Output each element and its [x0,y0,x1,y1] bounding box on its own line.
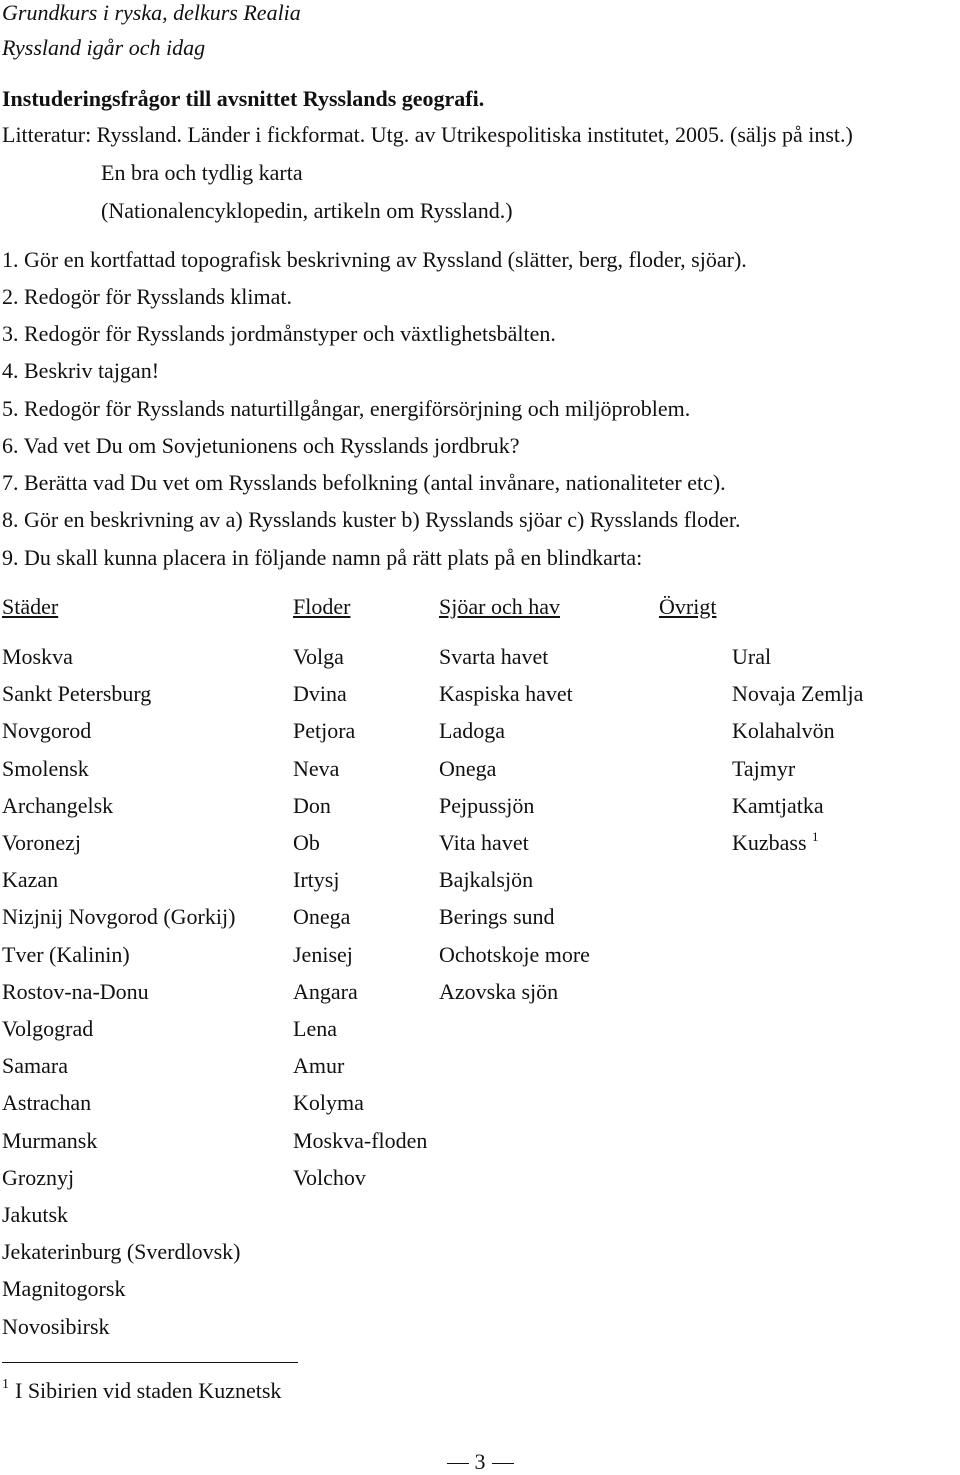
other-cell-text: Novaja Zemlja [732,681,864,706]
river-cell [293,681,347,707]
lake-sea-cell-text: Svarta havet [439,644,549,669]
lake-sea-cell [439,793,534,819]
other-cell-text: Kolahalvön [732,718,835,743]
city-cell-text: Sankt Petersburg [2,681,152,706]
city-cell [2,681,151,707]
lake-sea-cell [439,979,558,1005]
city-cell [2,1016,93,1042]
city-cell [2,1202,68,1228]
city-cell [2,867,58,893]
city-cell-text: Samara [2,1053,68,1078]
river-cell [293,1053,344,1079]
literature-line: Litteratur: Ryssland. Länder i fickformat. Utg. av Utrikespolitiska institutet, 2005. (säljs på inst.) [2,122,853,147]
lake-sea-cell [439,942,590,968]
city-cell [2,644,73,670]
river-cell [293,1128,427,1154]
question-item: 4. Beskriv tajgan! [2,358,160,383]
river-cell [293,1165,366,1191]
city-cell [2,1314,110,1340]
river-cell-text: Jenisej [293,942,353,967]
city-cell [2,904,235,930]
other-cell [732,756,795,782]
literature-source: (Nationalencyklopedin, artikeln om Ryssland.) [101,198,513,223]
city-cell-text: Novosibirsk [2,1314,110,1339]
course-title: Grundkurs i ryska, delkurs Realia [2,0,301,25]
course-subtitle: Ryssland igår och idag [2,35,206,60]
river-cell [293,644,344,670]
lake-sea-cell [439,867,533,893]
city-cell-text: Groznyj [2,1165,75,1190]
city-cell [2,1276,125,1302]
river-cell-text: Lena [293,1016,337,1041]
river-cell [293,979,358,1005]
page-number-value: 3 [474,1449,486,1474]
city-cell-text: Rostov-na-Donu [2,979,149,1004]
other-cell-text: Tajmyr [732,756,796,781]
question-item: 7. Berätta vad Du vet om Rysslands befolkning (antal invånare, nationaliteter etc). [2,470,726,495]
page-number-dash-right [492,1463,514,1464]
city-cell [2,718,91,744]
lake-sea-cell-text: Onega [439,756,497,781]
question-item: 8. Gör en beskrivning av a) Rysslands kuster b) Rysslands sjöar c) Rysslands floder. [2,507,741,532]
lake-sea-cell [439,756,496,782]
river-cell [293,793,331,819]
lake-sea-cell-text: Ladoga [439,718,505,743]
other-cell [732,718,835,744]
city-cell-text: Magnitogorsk [2,1276,126,1301]
other-cell-text: Kamtjatka [732,793,824,818]
river-cell [293,867,339,893]
lake-sea-cell-text: Azovska sjön [439,979,559,1004]
city-cell-text: Novgorod [2,718,92,743]
city-cell [2,1128,97,1154]
page-title: Instuderingsfrågor till avsnittet Rysslands geografi. [2,86,485,111]
other-cell [732,830,819,856]
river-cell-text: Onega [293,904,351,929]
city-cell [2,793,113,819]
city-cell-text: Murmansk [2,1128,98,1153]
city-cell-text: Archangelsk [2,793,114,818]
city-cell [2,830,81,856]
river-cell [293,942,353,968]
city-cell-text: Nizjnij Novgorod (Gorkij) [2,904,236,929]
city-cell [2,1090,91,1116]
river-cell-text: Neva [293,756,340,781]
city-cell-text: Smolensk [2,756,89,781]
header-cities: Städer [2,594,59,619]
other-cell-text: Kuzbass [732,830,807,855]
river-cell [293,1090,364,1116]
river-cell-text: Moskva-floden [293,1128,428,1153]
footnote [2,1378,281,1404]
city-cell [2,756,89,782]
city-cell [2,1239,241,1265]
other-cell-text: Ural [732,644,772,669]
river-cell-text: Angara [293,979,358,1004]
other-cell [732,644,771,670]
footnote-text: I Sibirien vid staden Kuznetsk [15,1378,282,1403]
city-cell-text: Moskva [2,644,73,669]
lake-sea-cell-text: Vita havet [439,830,529,855]
river-cell-text: Dvina [293,681,347,706]
river-cell-text: Kolyma [293,1090,364,1115]
lake-sea-cell [439,681,573,707]
question-item: 3. Redogör för Rysslands jordmånstyper och växtlighetsbälten. [2,321,556,346]
river-cell-text: Irtysj [293,867,340,892]
lake-sea-cell [439,718,505,744]
literature-map-note: En bra och tydlig karta [101,160,303,185]
city-cell [2,979,149,1005]
river-cell [293,718,355,744]
footnote-mark: 1 [2,1377,9,1392]
river-cell-text: Amur [293,1053,345,1078]
river-cell-text: Petjora [293,718,356,743]
river-cell-text: Ob [293,830,320,855]
header-other: Övrigt [659,594,717,619]
lake-sea-cell-text: Pejpussjön [439,793,535,818]
city-cell [2,1053,68,1079]
page-number [0,1449,960,1475]
river-cell [293,756,339,782]
river-cell [293,1016,337,1042]
footnote-divider [2,1362,298,1363]
city-cell-text: Jekaterinburg (Sverdlovsk) [2,1239,241,1264]
city-cell-text: Jakutsk [2,1202,68,1227]
header-rivers: Floder [293,594,351,619]
other-cell [732,793,824,819]
question-item: 6. Vad vet Du om Sovjetunionens och Rysslands jordbruk? [2,433,520,458]
city-cell-text: Volgograd [2,1016,94,1041]
question-item: 5. Redogör för Rysslands naturtillgångar, energiförsörjning och miljöproblem. [2,396,691,421]
city-cell-text: Astrachan [2,1090,92,1115]
city-cell [2,1165,74,1191]
lake-sea-cell [439,904,555,930]
lake-sea-cell [439,644,548,670]
question-item: 1. Gör en kortfattad topografisk beskrivning av Ryssland (slätter, berg, floder, sjöar). [2,247,747,272]
river-cell-text: Volchov [293,1165,366,1190]
lake-sea-cell-text: Bajkalsjön [439,867,534,892]
question-item: 2. Redogör för Rysslands klimat. [2,284,292,309]
city-cell-text: Voronezj [2,830,82,855]
lake-sea-cell-text: Berings sund [439,904,555,929]
river-cell-text: Don [293,793,331,818]
lake-sea-cell-text: Kaspiska havet [439,681,573,706]
city-cell-text: Tver (Kalinin) [2,942,130,967]
question-item: 9. Du skall kunna placera in följande namn på rätt plats på en blindkarta: [2,545,643,570]
footnote-reference: 1 [812,829,819,844]
river-cell [293,904,350,930]
river-cell [293,830,320,856]
page-number-dash-left [447,1463,469,1464]
city-cell [2,942,130,968]
lake-sea-cell-text: Ochotskoje more [439,942,590,967]
other-cell [732,681,863,707]
river-cell-text: Volga [293,644,344,669]
city-cell-text: Kazan [2,867,59,892]
lake-sea-cell [439,830,529,856]
header-lakes-seas: Sjöar och hav [439,594,560,619]
